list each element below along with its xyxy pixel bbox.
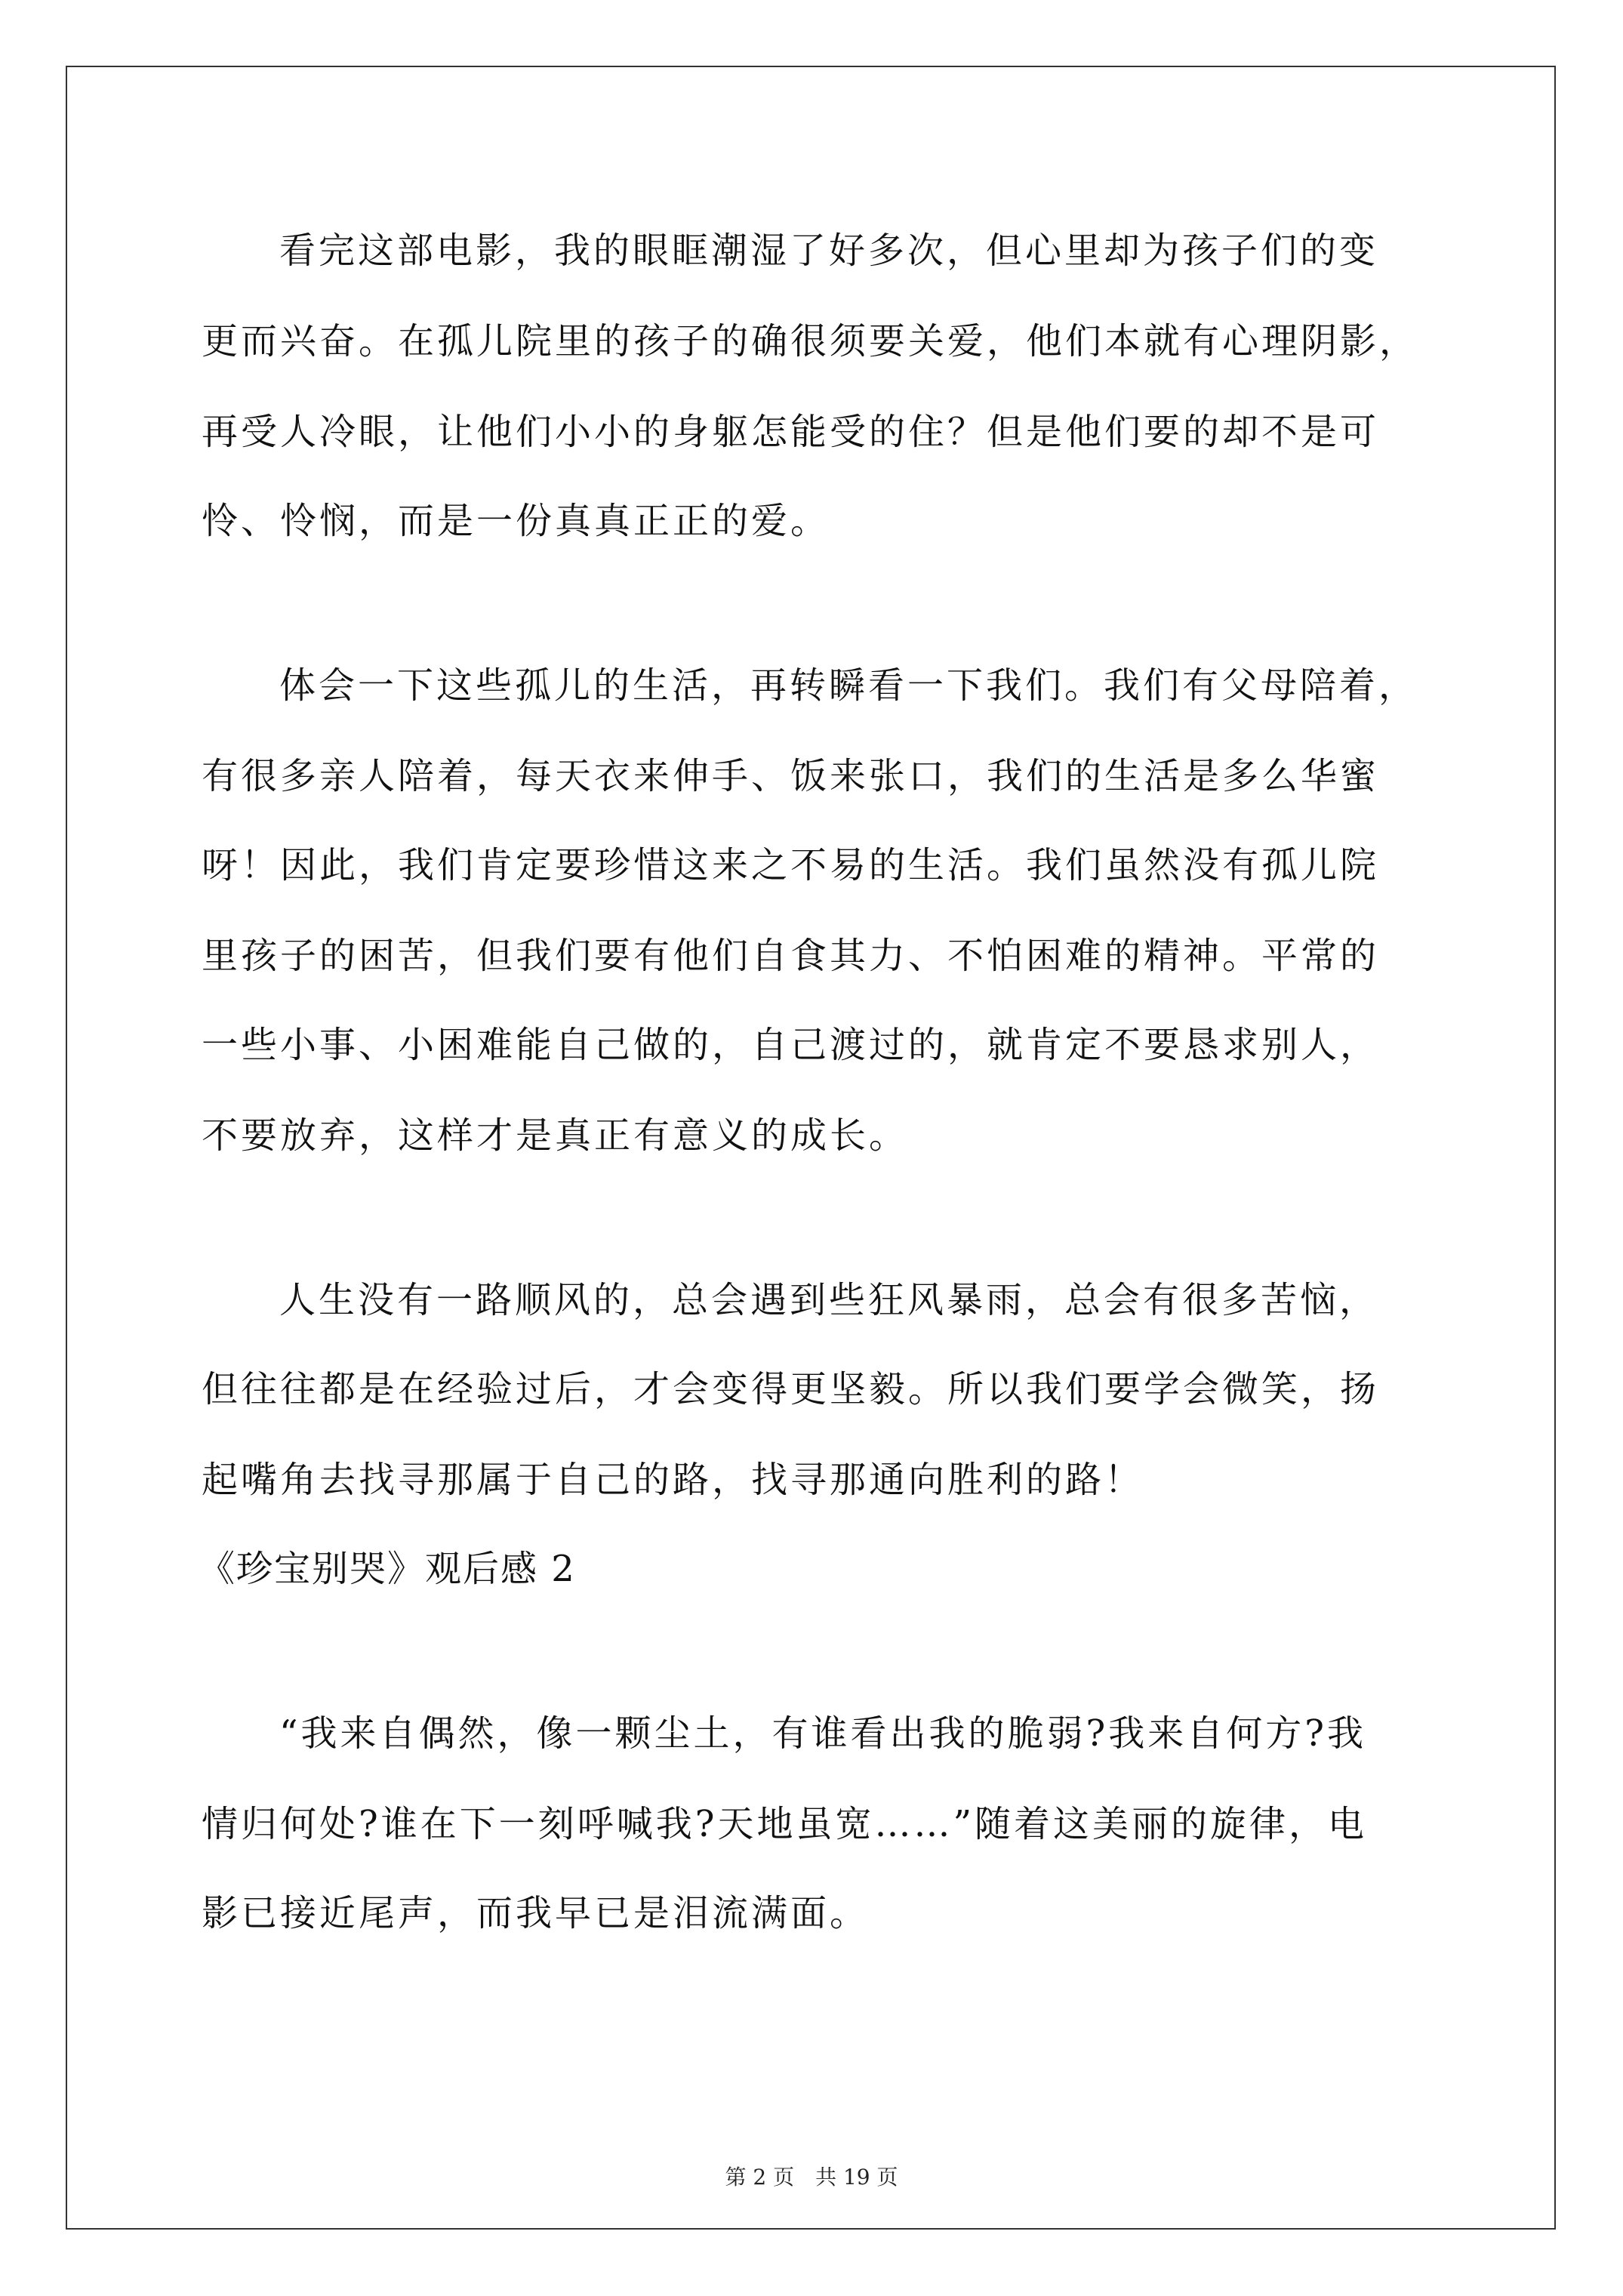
page-number: 第 2 页	[725, 2165, 795, 2190]
paragraph-2-line-6: 不要放弃，这样才是真正有意义的成长。	[202, 1114, 909, 1157]
paragraph-2-line-3: 呀！因此，我们肯定要珍惜这来之不易的生活。我们虽然没有孤儿院	[202, 844, 1380, 886]
paragraph-3-line-1: 人生没有一路顺风的，总会遇到些狂风暴雨，总会有很多苦恼，	[279, 1279, 1379, 1321]
page-total: 共 19 页	[815, 2165, 898, 2190]
paragraph-2-line-1: 体会一下这些孤儿的生活，再转瞬看一下我们。我们有父母陪着，	[279, 664, 1418, 707]
paragraph-2-line-5: 一些小事、小困难能自己做的，自己渡过的，就肯定不要恳求别人，	[202, 1024, 1380, 1066]
section-title: 《珍宝别哭》观后感 2	[199, 1548, 576, 1590]
paragraph-4-line-1: “我来自偶然，像一颗尘土，有谁看出我的脆弱?我来自何方?我	[279, 1712, 1367, 1755]
paragraph-1-line-3: 再受人冷眼，让他们小小的身躯怎能受的住？但是他们要的却不是可	[202, 411, 1380, 453]
paragraph-2-line-4: 里孩子的困苦，但我们要有他们自食其力、不怕困难的精神。平常的	[202, 935, 1380, 977]
paragraph-4-line-3: 影已接近尾声，而我早已是泪流满面。	[202, 1892, 870, 1934]
paragraph-4-line-2: 情归何处?谁在下一刻呼喊我?天地虽宽……”随着这美丽的旋律，电	[202, 1803, 1368, 1845]
paragraph-1-line-1: 看完这部电影，我的眼眶潮湿了好多次，但心里却为孩子们的变	[279, 230, 1379, 272]
paragraph-1-line-4: 怜、怜悯，而是一份真真正正的爱。	[202, 500, 830, 542]
page-footer	[0, 2164, 1623, 2191]
paragraph-3-line-3: 起嘴角去找寻那属于自己的路，找寻那通向胜利的路！	[202, 1459, 1144, 1501]
paragraph-3-line-2: 但往往都是在经验过后，才会变得更坚毅。所以我们要学会微笑，扬	[202, 1368, 1380, 1410]
paragraph-2-line-2: 有很多亲人陪着，每天衣来伸手、饭来张口，我们的生活是多么华蜜	[202, 755, 1380, 797]
paragraph-1-line-2: 更而兴奋。在孤儿院里的孩子的确很须要关爱，他们本就有心理阴影，	[202, 320, 1419, 362]
